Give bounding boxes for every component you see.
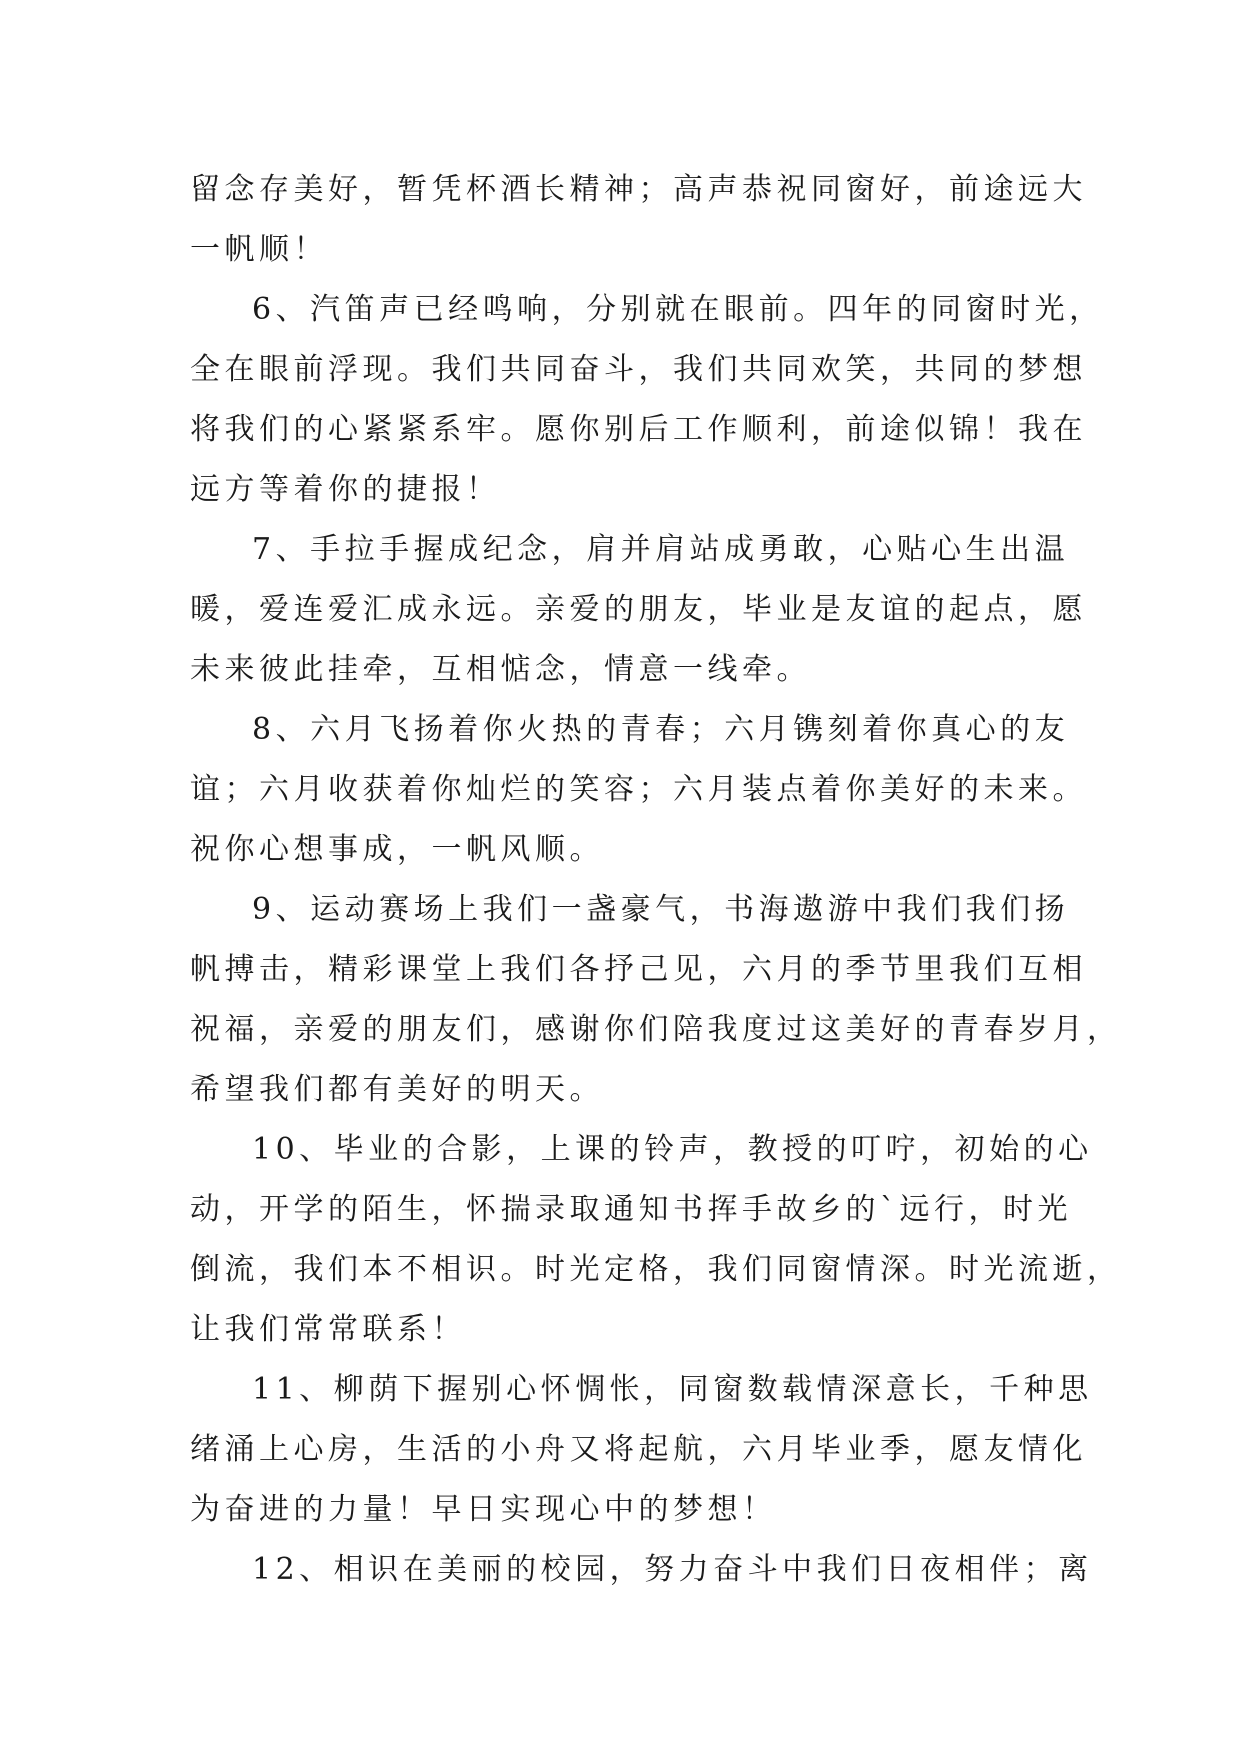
paragraph-8-start: 8、六月飞扬着你火热的青春；六月镌刻着你真心的友 bbox=[252, 712, 1070, 747]
text-line: 全在眼前浮现。我们共同奋斗，我们共同欢笑，共同的梦想 bbox=[190, 352, 1087, 387]
text-line: 祝你心想事成，一帆风顺。 bbox=[190, 832, 604, 867]
paragraph-9-start: 9、运动赛场上我们一盏豪气，书海遨游中我们我们扬 bbox=[252, 892, 1070, 927]
text-line: 将我们的心紧紧系牢。愿你别后工作顺利，前途似锦！我在 bbox=[190, 412, 1087, 447]
text-line: 倒流，我们本不相识。时光定格，我们同窗情深。时光流逝， bbox=[190, 1252, 1122, 1287]
text-line: 绪涌上心房，生活的小舟又将起航，六月毕业季，愿友情化 bbox=[190, 1432, 1087, 1467]
text-line: 让我们常常联系！ bbox=[190, 1312, 466, 1347]
paragraph-12-start: 12、相识在美丽的校园，努力奋斗中我们日夜相伴；离 bbox=[252, 1552, 1093, 1587]
text-line: 一帆顺！ bbox=[190, 232, 328, 267]
paragraph-6-start: 6、汽笛声已经鸣响，分别就在眼前。四年的同窗时光， bbox=[252, 292, 1104, 327]
text-line: 动，开学的陌生，怀揣录取通知书挥手故乡的`远行，时光 bbox=[190, 1192, 1072, 1227]
paragraph-10-start: 10、毕业的合影，上课的铃声，教授的叮咛，初始的心 bbox=[252, 1132, 1093, 1167]
paragraph-7-start: 7、手拉手握成纪念，肩并肩站成勇敢，心贴心生出温 bbox=[252, 532, 1070, 567]
text-line: 远方等着你的捷报！ bbox=[190, 472, 501, 507]
text-line: 祝福，亲爱的朋友们，感谢你们陪我度过这美好的青春岁月， bbox=[190, 1012, 1122, 1047]
text-line: 谊；六月收获着你灿烂的笑容；六月装点着你美好的未来。 bbox=[190, 772, 1087, 807]
text-line: 希望我们都有美好的明天。 bbox=[190, 1072, 604, 1107]
text-line: 暖，爱连爱汇成永远。亲爱的朋友，毕业是友谊的起点，愿 bbox=[190, 592, 1087, 627]
document-page bbox=[190, 160, 1122, 1600]
text-line: 为奋进的力量！早日实现心中的梦想！ bbox=[190, 1492, 777, 1527]
text-line: 未来彼此挂牵，互相惦念，情意一线牵。 bbox=[190, 652, 811, 687]
paragraph-11-start: 11、柳荫下握别心怀惆怅，同窗数载情深意长，千种思 bbox=[252, 1372, 1093, 1407]
text-line: 留念存美好，暂凭杯酒长精神；高声恭祝同窗好，前途远大 bbox=[190, 172, 1087, 207]
text-line: 帆搏击，精彩课堂上我们各抒己见，六月的季节里我们互相 bbox=[190, 952, 1087, 987]
